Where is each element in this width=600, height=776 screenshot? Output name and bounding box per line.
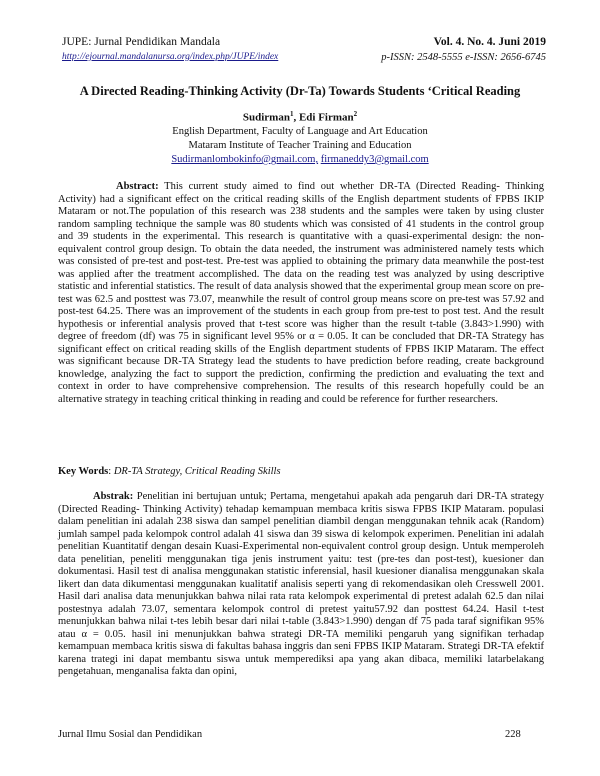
email-2-link[interactable]: firmaneddy3@gmail.com <box>320 154 429 165</box>
affiliation-institute: Mataram Institute of Teacher Training and Education <box>188 140 412 151</box>
issn: p-ISSN: 2548-5555 e-ISSN: 2656-6745 <box>381 52 546 63</box>
footer-journal: Jurnal Ilmu Sosial dan Pendidikan <box>58 729 203 740</box>
affiliation-department: English Department, Faculty of Language and Art Education <box>172 126 428 137</box>
volume-issue: Vol. 4. No. 4. Juni 2019 <box>433 36 546 48</box>
abstract-label: Abstract: <box>116 181 159 192</box>
page-number: 228 <box>505 729 521 740</box>
keywords <box>58 466 281 477</box>
keywords-separator: : <box>108 466 114 477</box>
abstract-indonesian <box>58 491 544 679</box>
author-2: Edi Firman <box>298 111 354 124</box>
abstract-english <box>58 181 544 406</box>
author-emails <box>0 154 600 165</box>
journal-url-link[interactable]: http://ejournal.mandalanursa.org/index.php/JUPE/index <box>62 52 279 62</box>
abstrak-text: Penelitian ini bertujuan untuk; Pertama, mengetahui apakah ada pengaruh dari DR-TA strategy (Directed Reading- Thinking Activity) tehadap kemampuan membaca kritis siswa FPBS IKIP Mataram. populasi dalam penelitian ini adalah 238 siswa dan sampel penelitian diambil dengan menggunakan tehnik acak (Random) jumlah sampel pada kelompok control adalah 41 siswa dan 39 siswa di kelompok experimen. Penelitian ini adalah penelitian Kuantitatif dengan desain Kuasi-Experimental non-equivalent control group design. Untuk memperoleh data penelitian, peneliti menggunakan tiga jenis instrument yaitu: test (pre-tes dan post-test), kuesioner dan dokumentasi. Hasil test di analisa menggunakan statistic inferensial, hasil kuesioner dianalisa menggunakan skala likert dan data dikumentasi menggunakan kualitatif analisis seperti yang di rekomendasikan oleh Cresswell 2001. Hasil dari analisa data menunjukkan bahwa nilai rata rata kelompok experimental di pretest adalah 62.5 dan nilai postestnya adalah 73.07, sementara kelompok control di pretest yaitu57.92 dan posttest 64.24. Hasil t-test menunjukkan bahwa nilai t-tes lebih besar dari nilai t-table (3.843>1.990) dengan df 75 pada taraf signifikan 95% atau α = 0.05. hasil ini menunjukkan bahwa strategi DR-TA memiliki pengaruh yang signifikan terhadap kemampuan membaca kritis siswa di fakultas bahasa inggris dan seni FPBS IKIP Mataram. Strategi DR-TA efektif karena trategi ini dapat membantu siswa untuk memperediksi apa yang akan dibaca, memiliki latarbelakang pengetahuan, menganalisa fakta dan opini, <box>58 491 544 677</box>
author-1-affil-mark: 1 <box>289 110 294 118</box>
journal-name: JUPE: Jurnal Pendidikan Mandala <box>62 36 221 48</box>
paper-title: A Directed Reading-Thinking Activity (Dr-Ta) Towards Students ‘Critical Reading <box>79 84 521 98</box>
author-line <box>0 110 600 124</box>
author-separator: , <box>293 111 299 124</box>
abstract-text: This current study aimed to find out whether DR-TA (Directed Reading- Thinking Activity) had a significant effect on the critical reading skills of the English department students of FPBS IKIP Mataram or not.The population of this research was 238 students and the samples were taken by using cluster random sampling technique the sample was 80 students which was consisted of 41 students in the control group and 39 students in the experimental. This research is quantitative with a quasi-experimental design: the non-equivalent control group design. To obtain the data needed, the instrument was administered namely tests which was consisted of pre-test and post-test. Pre-test was applied to obtaining the primary data meanwhile the post-test was applied after the treatment accomplished. The data on the reading test was analyzed by using descriptive statistic and inferential statistics. The result of data analysis showed that the experimental group mean score on pre-test was 62.5 and posttest was 73.07, meanwhile the result of control group means score on pre-test was 57.92 and post-test 64.25. There was an improvement of the students in each group from pre-test to post test. And the result hypothesis or inferential analysis proved that t-test score was higher than the result t-table (3.843>1.990) with degree of freedom (df) was 75 in significant level 95% or α = 0.05. It can be concluded that DR-TA Strategy has significant effect on critical reading skills of the English department students of FPBS IKIP Mataram. The effect was significant because DR-TA Strategy lead the students to have prediction before reading, create background knowledge, analyzing the fact to support the prediction, confirming the prediction and evaluating the text and context in order to have comprehensive comprehension. The results of this research hopefully could be an alternative strategy in teaching critical thinking in reading and could be reference for further researchers. <box>58 181 544 405</box>
keywords-label: Key Words <box>58 466 109 477</box>
abstrak-label: Abstrak: <box>93 491 134 502</box>
author-2-affil-mark: 2 <box>353 110 358 118</box>
author-1: Sudirman <box>242 111 290 124</box>
email-1-link[interactable]: Sudirmanlombokinfo@gmail.com, <box>171 154 319 165</box>
keywords-text: DR-TA Strategy, Critical Reading Skills <box>113 466 281 477</box>
